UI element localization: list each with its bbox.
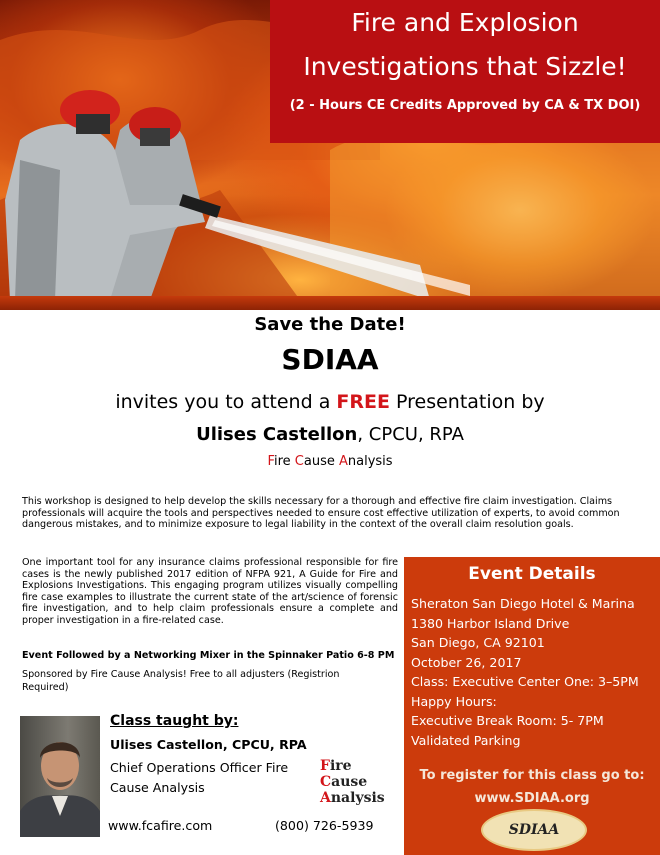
invite-text-post: Presentation by	[389, 391, 545, 413]
instructor-name: Ulises Castellon, CPCU, RPA	[110, 737, 307, 752]
event-venue: Sheraton San Diego Hotel & Marina	[411, 596, 635, 611]
logo-word-ire: ire	[329, 758, 352, 774]
event-city: San Diego, CA 92101	[411, 635, 545, 650]
nfpa-description: One important tool for any insurance claims professional responsible for fire cases is the newly published 2017 edition of NFPA 921, A Guide for Fire and Explosions Investigations. This engaging program utilizes visually compelling fire case examples to illustrate the current state of the art/science of forensic fire investigation, and to help claim professionals ensure a complete and proper investigation in a fire-related case.	[22, 557, 398, 626]
event-details-heading: Event Details	[468, 564, 596, 584]
invite-text-pre: invites you to attend a	[115, 391, 337, 413]
event-break-room: Executive Break Room: 5- 7PM	[411, 713, 604, 728]
logo-initial-a: A	[320, 790, 331, 806]
company-name	[0, 454, 660, 469]
event-details-list	[411, 594, 660, 750]
register-info	[404, 764, 660, 810]
event-parking: Validated Parking	[411, 732, 521, 748]
free-word: FREE	[336, 391, 390, 413]
instructor-photo	[20, 716, 100, 837]
logo-word-nalysis: nalysis	[330, 790, 385, 806]
title-banner	[270, 0, 660, 143]
logo-line-analysis	[320, 790, 385, 806]
logo-initial-c: C	[320, 774, 332, 790]
sponsor-note: Sponsored by Fire Cause Analysis! Free to all adjusters (Registrion Required)	[22, 669, 340, 693]
logo-initial-f: F	[320, 758, 330, 774]
event-date: October 26, 2017	[411, 654, 522, 670]
company-initial-a: A	[338, 454, 348, 469]
workshop-description: This workshop is designed to help develop the skills necessary for a thorough and effective fire claim investigation. Claims professionals will acquire the tools and perspectives needed to ensure cost effective utilization of experts, to avoid common dangerous mistakes, and to minimize exposure to legal liability in the context of the overall claim resolution goals.	[22, 496, 620, 531]
register-prompt: To register for this class go to:	[419, 768, 645, 783]
ce-credits-note: (2 - Hours CE Credits Approved by CA & TX DOI)	[289, 98, 641, 113]
speaker-name: Ulises Castellon	[196, 424, 358, 445]
title-line-1: Fire and Explosion	[351, 8, 579, 37]
event-details-panel	[404, 557, 660, 855]
org-name: SDIAA	[281, 343, 379, 376]
logo-line-cause	[320, 774, 385, 790]
event-happy-hours: Happy Hours:	[411, 693, 497, 709]
company-part-nalysis: nalysis	[347, 454, 393, 469]
networking-mixer-note: Event Followed by a Networking Mixer in the Spinnaker Patio 6-8 PM	[22, 650, 395, 661]
event-class-time: Class: Executive Center One: 3–5PM	[411, 674, 639, 689]
speaker-credentials: , CPCU, RPA	[357, 424, 464, 445]
sdiaa-logo	[481, 809, 587, 851]
register-link[interactable]: www.SDIAA.org	[474, 791, 590, 806]
instructor-title: Chief Operations Officer Fire Cause Analysis	[110, 760, 289, 795]
logo-word-ause: ause	[331, 774, 368, 790]
sdiaa-logo-text: SDIAA	[508, 822, 560, 838]
speaker-line	[0, 424, 660, 445]
logo-line-fire	[320, 758, 385, 774]
invite-line	[0, 391, 660, 413]
hero-divider	[0, 296, 660, 310]
class-taught-by-heading: Class taught by:	[110, 713, 239, 729]
fire-cause-analysis-logo	[320, 758, 385, 806]
instructor-portrait	[20, 716, 100, 837]
company-initial-f: F	[267, 454, 274, 469]
instructor-phone: (800) 726-5939	[275, 818, 374, 833]
save-the-date: Save the Date!	[254, 314, 406, 335]
event-street: 1380 Harbor Island Drive	[411, 615, 570, 631]
company-part-ause: ause	[303, 454, 339, 469]
instructor-website[interactable]: www.fcafire.com	[108, 818, 213, 833]
company-initial-c: C	[294, 454, 304, 469]
company-part-ire: ire	[273, 454, 295, 469]
title-line-2: Investigations that Sizzle!	[303, 52, 627, 81]
hero-fire-image	[0, 0, 660, 300]
